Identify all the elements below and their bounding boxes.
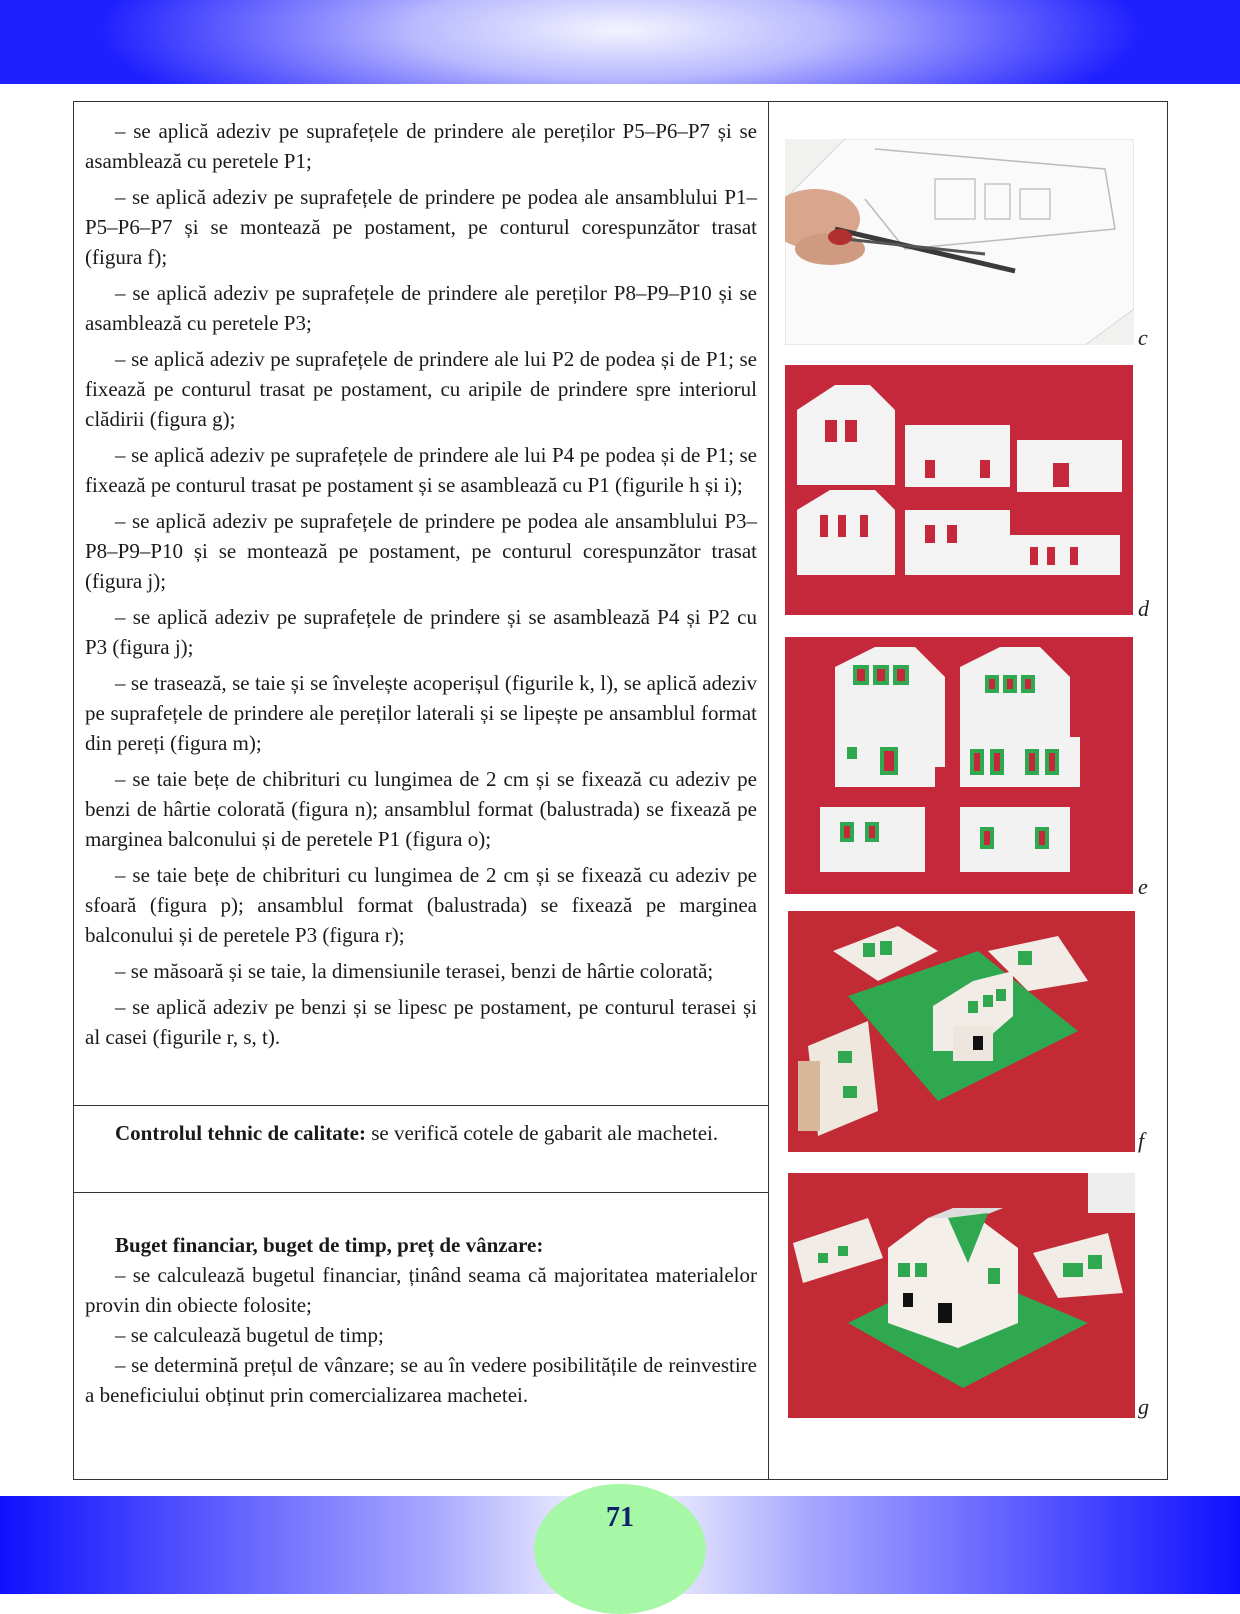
budget-item-1: – se calculează bugetul financiar, ținând seama că majoritatea materialelor provin din obiecte folosite; xyxy=(85,1263,757,1317)
step-12: – se aplică adeziv pe benzi și se lipesc pe postament, pe conturul terasei și al casei (figurile r, s, t). xyxy=(85,995,757,1049)
budget-section xyxy=(85,1230,757,1410)
step-10: – se taie bețe de chibrituri cu lungimea de 2 cm și se fixează cu adeziv pe sfoară (figura p); ansamblul format (balustrada) se fixează pe marginea balconului și de peretele P3 (figura r); xyxy=(85,863,757,947)
step-8: – se trasează, se taie și se învelește acoperișul (figurile k, l), se aplică adeziv pe suprafețele de prindere ale pereților laterali și se lipește pe ansamblul format din pereți (figura m); xyxy=(85,671,757,755)
step-1: – se aplică adeziv pe suprafețele de prindere ale pereților P5–P6–P7 și se asamblează cu peretele P1; xyxy=(85,119,757,173)
assembly-steps xyxy=(85,116,757,1058)
photo-d-wall-pieces xyxy=(785,365,1133,615)
figure-label-e: e xyxy=(1138,874,1148,899)
photo-g-house-assembled xyxy=(788,1173,1135,1418)
quality-control xyxy=(85,1118,757,1148)
page-number: 71 xyxy=(606,1502,634,1533)
figure-label-g: g xyxy=(1138,1394,1149,1419)
budget-title: Buget financiar, buget de timp, preț de vânzare: xyxy=(115,1233,544,1257)
row-divider-1 xyxy=(73,1105,769,1106)
photo-e-framed-windows xyxy=(785,637,1133,894)
photo-f-assembly-base xyxy=(788,911,1135,1152)
figure-label-f: f xyxy=(1138,1128,1145,1153)
step-11: – se măsoară și se taie, la dimensiunile terasei, benzi de hârtie colorată; xyxy=(115,959,714,983)
row-divider-2 xyxy=(73,1192,769,1193)
step-5: – se aplică adeziv pe suprafețele de prindere ale lui P4 pe podea și de P1; se fixează pe conturul trasat pe postament și se asamblează cu P1 (figurile h și i); xyxy=(85,443,757,497)
photo-c-cutting-paper xyxy=(785,139,1134,345)
budget-item-3: – se determină prețul de vânzare; se au în vedere posibilitățile de reinvestire a beneficiului obținut prin comercializarea machetei. xyxy=(85,1353,757,1407)
step-6: – se aplică adeziv pe suprafețele de prindere pe podea ale ansamblului P3–P8–P9–P10 și se montează pe postament, pe conturul corespunzător trasat (figura j); xyxy=(85,509,757,593)
step-9: – se taie bețe de chibrituri cu lungimea de 2 cm și se fixează cu adeziv pe benzi de hârtie colorată (figura n); ansamblul format (balustrada) se fixează pe marginea balconului și de peretele P1 (figura o); xyxy=(85,767,757,851)
top-header-band xyxy=(0,0,1240,84)
quality-text: se verifică cotele de gabarit ale machetei. xyxy=(366,1121,719,1145)
step-2: – se aplică adeziv pe suprafețele de prindere pe podea ale ansamblului P1–P5–P6–P7 și se montează pe postament, pe conturul corespunzător trasat (figura f); xyxy=(85,185,757,269)
figure-label-c: c xyxy=(1138,325,1148,350)
column-divider xyxy=(768,101,769,1480)
step-3: – se aplică adeziv pe suprafețele de prindere ale pereților P8–P9–P10 și se asamblează cu peretele P3; xyxy=(85,281,757,335)
budget-item-2: – se calculează bugetul de timp; xyxy=(115,1323,384,1347)
step-4: – se aplică adeziv pe suprafețele de prindere ale lui P2 de podea și de P1; se fixează pe conturul trasat pe postament, cu aripile de prindere spre interiorul clădirii (figura g); xyxy=(85,347,757,431)
quality-label: Controlul tehnic de calitate: xyxy=(115,1121,366,1145)
figure-label-d: d xyxy=(1138,596,1149,621)
step-7: – se aplică adeziv pe suprafețele de prindere și se asamblează P4 și P2 cu P3 (figura j); xyxy=(85,605,757,659)
